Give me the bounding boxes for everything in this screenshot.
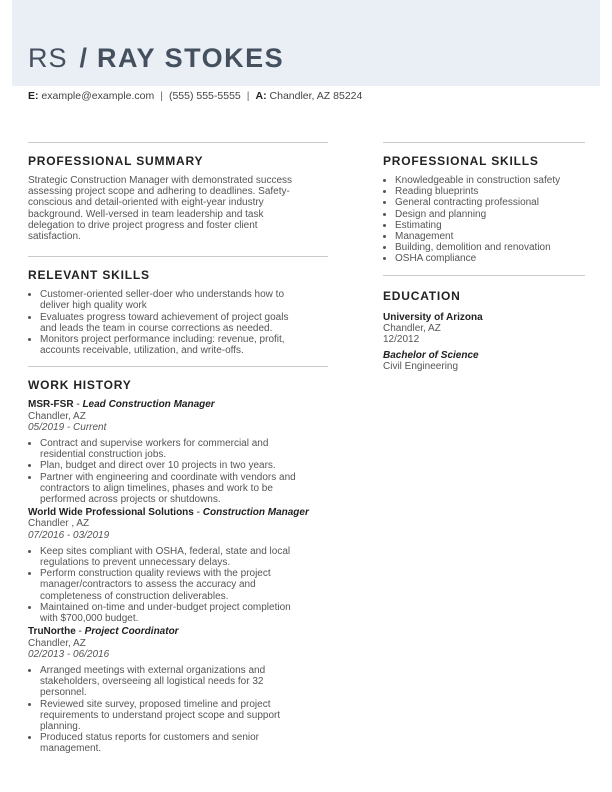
- name-slash: /: [79, 43, 88, 73]
- full-name: RAY STOKES: [97, 43, 285, 73]
- line: • Arranged meetings with external organizations and: [40, 664, 266, 676]
- professional-skills-heading: PROFESSIONAL SKILLS: [383, 154, 539, 168]
- name-header: [28, 42, 284, 74]
- job-dates: 07/2016 - 03/2019: [28, 529, 110, 541]
- summary-line: Strategic Construction Manager with demonstrated success: [28, 175, 293, 186]
- school-location: Chandler, AZ: [383, 322, 441, 334]
- contact-line: [28, 90, 362, 102]
- company-name: MSR-FSR: [28, 399, 74, 411]
- line: contractors to align timelines, phases and work to be: [40, 482, 273, 494]
- school-name: University of Arizona: [383, 311, 483, 323]
- left-column: [28, 142, 328, 755]
- relevant-skills-section: [28, 256, 328, 356]
- line: requirements to understand project scope and support: [40, 709, 281, 721]
- job-dash: -: [193, 507, 203, 519]
- phone-value: (555) 555-5555: [168, 90, 241, 102]
- line: • Reviewed site survey, proposed timeline and project: [40, 698, 271, 710]
- list-item: • General contracting professional: [395, 197, 585, 208]
- summary-line: delegation to drive project progress and foster client: [28, 219, 258, 231]
- summary-section: [28, 142, 328, 242]
- job-dash: -: [75, 626, 85, 638]
- list-item: • OSHA compliance: [395, 253, 585, 264]
- list-item: [40, 602, 328, 624]
- summary-text: [28, 175, 328, 242]
- education-heading: EDUCATION: [383, 288, 461, 303]
- right-column: [383, 142, 585, 373]
- summary-line: assessing project scope and adhering to deadlines. Safety-: [28, 186, 290, 198]
- line: regulations to prevent unnecessary delays.: [40, 557, 231, 569]
- professional-skills-section: [383, 142, 585, 265]
- education-section: [383, 275, 585, 373]
- summary-heading: PROFESSIONAL SUMMARY: [28, 154, 204, 168]
- list-item: [40, 665, 328, 699]
- job-entry: [28, 507, 328, 624]
- email-value: example@example.com: [41, 90, 155, 102]
- relevant-skills-heading: RELEVANT SKILLS: [28, 268, 150, 283]
- job-header: [28, 507, 328, 518]
- job-location: Chandler, AZ: [28, 410, 86, 422]
- line: accounts receivable, utilization, and write-offs.: [40, 345, 244, 357]
- section-rule: [28, 256, 328, 257]
- degree-field: Civil Engineering: [383, 361, 459, 373]
- line: • Partner with engineering and coordinate with vendors and: [40, 471, 296, 483]
- list-item: [40, 289, 328, 311]
- line: • Keep sites compliant with OSHA, federal, state and local: [40, 545, 291, 557]
- job-dates: 02/2013 - 06/2016: [28, 648, 110, 660]
- job-header: [28, 626, 328, 637]
- job-dates: 05/2019 - Current: [28, 421, 107, 433]
- line: completeness of construction deliverables.: [40, 590, 229, 602]
- list-item: [40, 312, 328, 334]
- list-item: [40, 472, 328, 506]
- summary-line: background. Well-versed in team leadership and task: [28, 208, 264, 220]
- line: planning.: [40, 720, 81, 732]
- summary-line: conscious and detail-oriented with eight-year industry: [28, 197, 264, 209]
- line: personnel.: [40, 687, 87, 699]
- job-entry: [28, 626, 328, 754]
- list-item: [40, 732, 328, 754]
- professional-skills-list: [383, 175, 585, 265]
- job-title: Construction Manager: [202, 507, 309, 519]
- list-item: [40, 699, 328, 733]
- list-item: • Design and planning: [395, 209, 585, 220]
- job-header: [28, 399, 328, 410]
- list-item: [40, 438, 328, 460]
- relevant-skills-list: [28, 289, 328, 356]
- list-item: • Reading blueprints: [395, 186, 585, 197]
- job-title: Lead Construction Manager: [82, 399, 215, 411]
- line: performed across projects or shutdowns.: [40, 494, 221, 506]
- job-bullets: [28, 438, 328, 505]
- job-bullets: [28, 665, 328, 755]
- section-rule: [383, 142, 585, 143]
- list-item: • Estimating: [395, 220, 585, 231]
- line: with $700,000 budget.: [40, 613, 139, 625]
- line: • Produced status reports for customers and senior: [40, 732, 259, 744]
- job-title: Project Coordinator: [84, 626, 179, 638]
- list-item: • Management: [395, 231, 585, 242]
- contact-divider: |: [246, 90, 250, 102]
- line: manager/contractors to assess the accuracy and: [40, 579, 256, 591]
- list-item: [40, 334, 328, 356]
- line: • Contract and supervise workers for commercial and: [40, 438, 269, 450]
- company-name: World Wide Professional Solutions: [28, 507, 194, 519]
- work-history-heading: WORK HISTORY: [28, 378, 132, 393]
- work-history-section: [28, 366, 328, 754]
- contact-divider: |: [160, 90, 163, 102]
- initials: RS: [28, 43, 68, 73]
- summary-line: satisfaction.: [28, 231, 81, 243]
- line: • Plan, budget and direct over 10 projects in two years.: [40, 460, 276, 472]
- line: • Maintained on-time and under-budget project completion: [40, 601, 291, 613]
- list-item: • Building, demolition and renovation: [395, 242, 585, 253]
- line: management.: [40, 743, 102, 755]
- line: • Customer-oriented seller-doer who understands how to: [40, 289, 285, 301]
- list-item: • Knowledgeable in construction safety: [395, 175, 585, 186]
- company-name: TruNorthe: [28, 626, 76, 638]
- section-rule: [28, 366, 328, 367]
- graduation-date: 12/2012: [383, 334, 420, 346]
- line: • Evaluates progress toward achievement of project goals: [40, 311, 289, 323]
- line: • Perform construction quality reviews with the project: [40, 568, 271, 580]
- email-label: E:: [28, 90, 39, 102]
- job-entry: [28, 399, 328, 505]
- job-bullets: [28, 546, 328, 624]
- section-rule: [28, 142, 328, 143]
- degree: Bachelor of Science: [383, 350, 479, 362]
- section-rule: [383, 275, 585, 276]
- line: residential construction jobs.: [40, 449, 167, 461]
- address-value: Chandler, AZ 85224: [269, 90, 363, 102]
- job-dash: -: [73, 399, 83, 411]
- job-location: Chandler , AZ: [28, 518, 90, 530]
- list-item: [40, 460, 328, 471]
- list-item: [40, 568, 328, 602]
- line: • Monitors project performance including: revenue, profit,: [40, 334, 285, 346]
- address-label: A:: [255, 90, 267, 102]
- line: and leads the team in course corrections as needed.: [40, 322, 273, 334]
- job-location: Chandler, AZ: [28, 637, 86, 649]
- line: stakeholders, overseeing all logistical needs for 32: [40, 676, 264, 688]
- line: deliver high quality work: [40, 300, 147, 312]
- list-item: [40, 546, 328, 568]
